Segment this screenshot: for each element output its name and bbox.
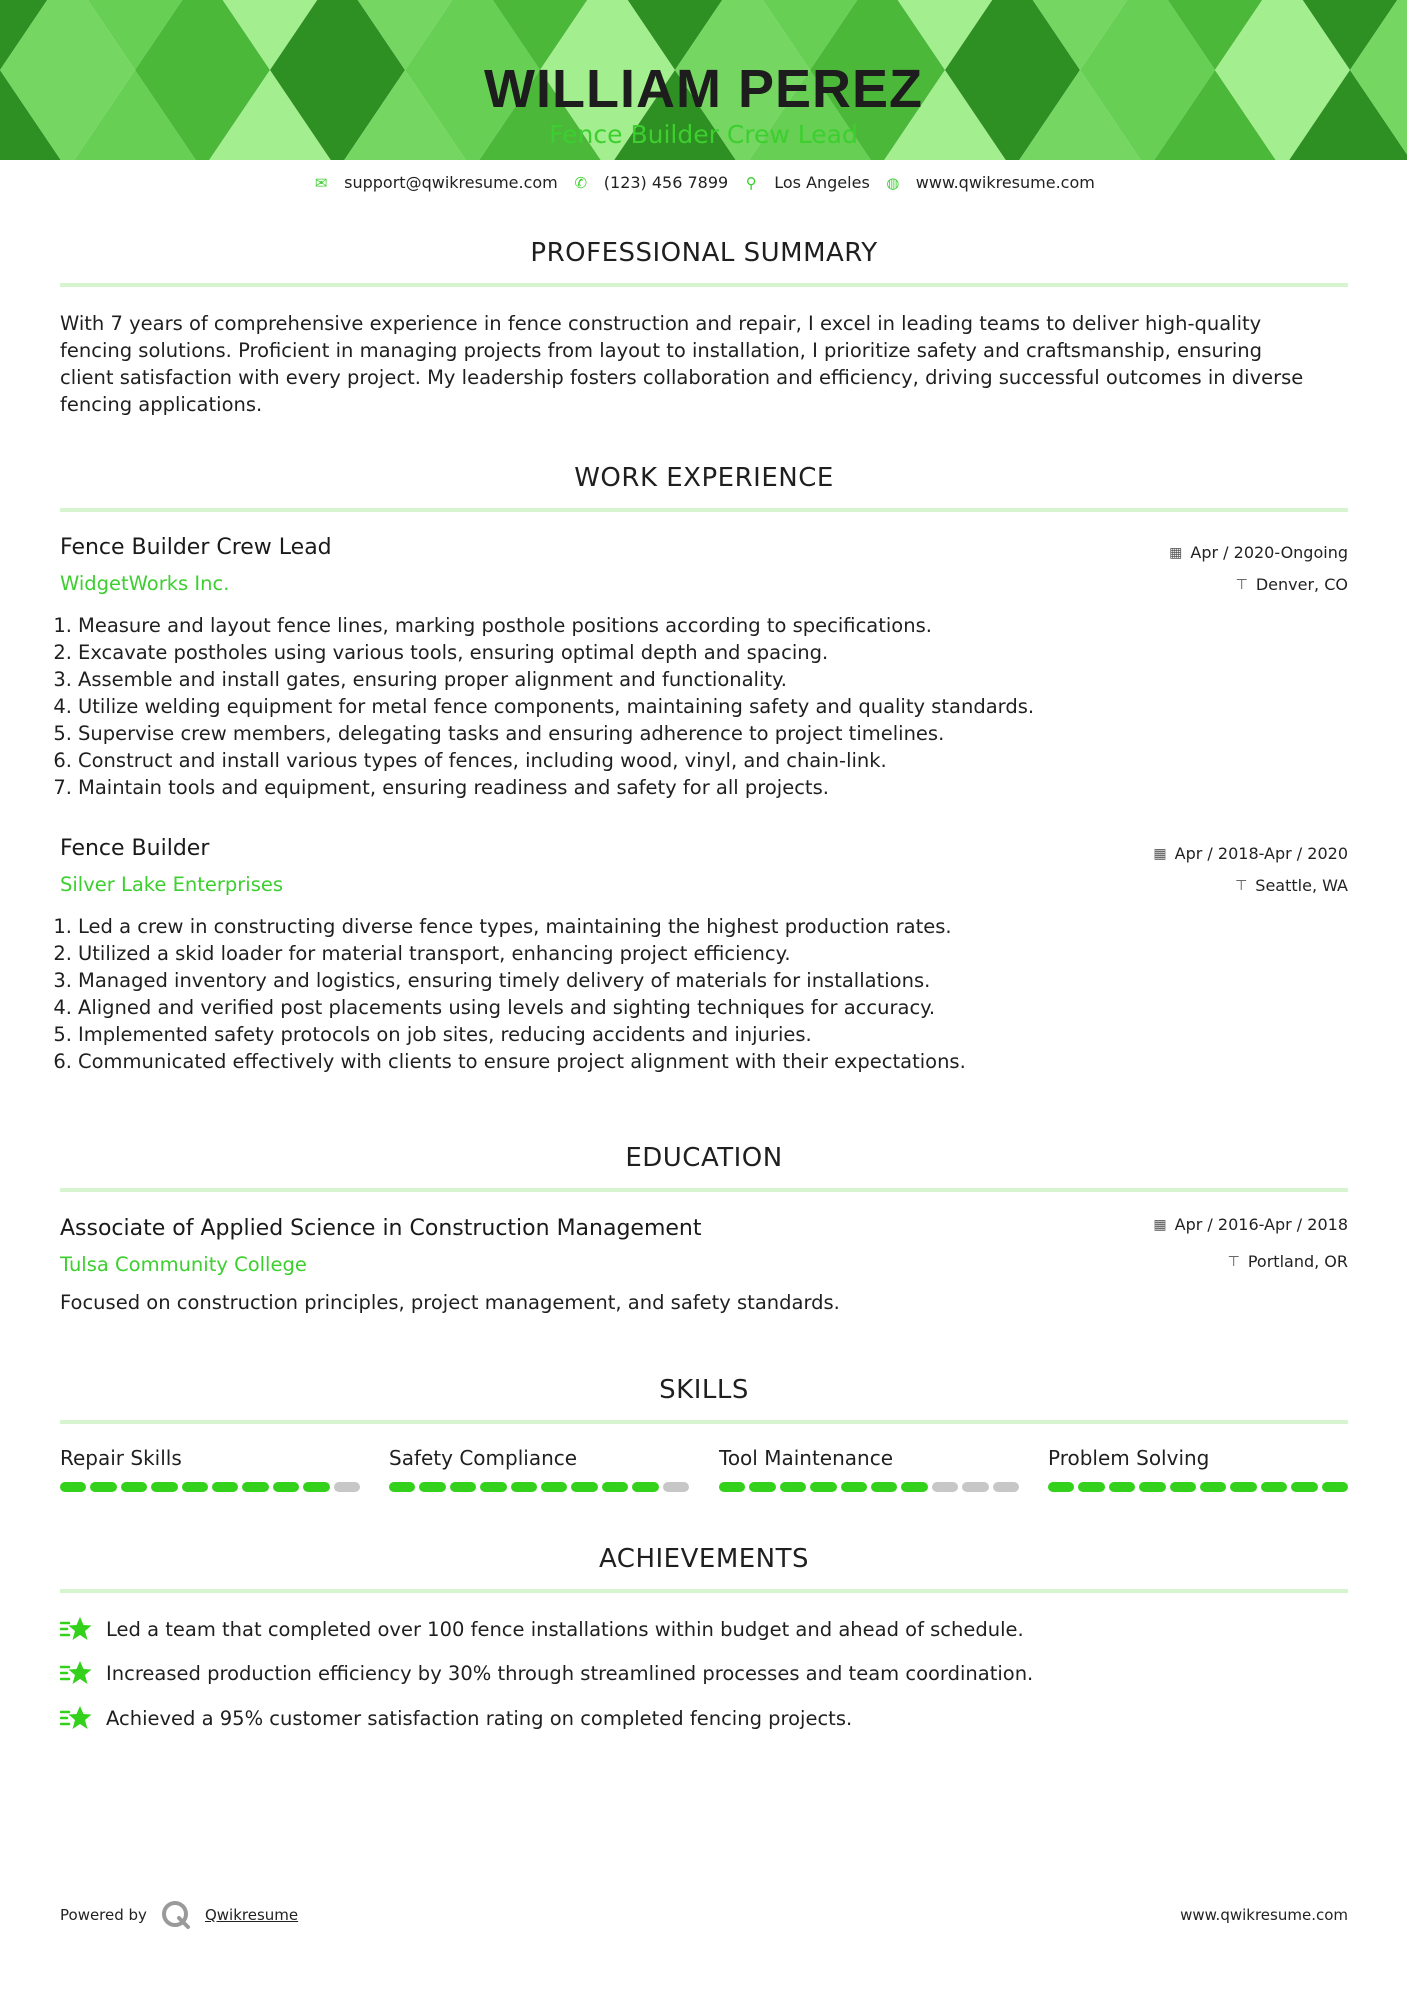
email-text: support@qwikresume.com	[344, 173, 558, 192]
skill-rating-segment	[602, 1482, 628, 1492]
skill-rating-segment	[480, 1482, 506, 1492]
school-name: Tulsa Community College	[60, 1253, 307, 1276]
contact-website[interactable]	[884, 173, 1095, 192]
list-item: 3. Managed inventory and logistics, ensuring timely delivery of materials for installations.	[53, 969, 931, 992]
skill-name: Repair Skills	[60, 1446, 182, 1470]
achievement-text: Achieved a 95% customer satisfaction rating on completed fencing projects.	[106, 1706, 853, 1730]
footer-branding	[60, 1900, 298, 1930]
skill-rating-segment	[719, 1482, 745, 1492]
education-heading: EDUCATION	[625, 1143, 783, 1173]
achievements-heading: ACHIEVEMENTS	[598, 1544, 810, 1574]
skill-rating-segment	[90, 1482, 116, 1492]
header-banner	[0, 0, 1407, 200]
job-location-text: Seattle, WA	[1255, 876, 1348, 895]
star-icon	[60, 1615, 92, 1643]
skill-rating-segment	[1078, 1482, 1104, 1492]
achievements-divider	[60, 1589, 1348, 1593]
skill-rating-segment	[1048, 1482, 1074, 1492]
star-icon	[60, 1659, 92, 1687]
skills-heading: SKILLS	[659, 1375, 749, 1405]
skill-rating-segment	[121, 1482, 147, 1492]
skill-rating-segment	[541, 1482, 567, 1492]
job-location	[1235, 876, 1348, 895]
skill-rating-segment	[511, 1482, 537, 1492]
job-dates-text: Apr / 2018-Apr / 2020	[1174, 844, 1348, 863]
skill-item	[1048, 1446, 1348, 1492]
job-dates	[1169, 543, 1348, 562]
skill-rating-segment	[571, 1482, 597, 1492]
skill-rating-segment	[962, 1482, 988, 1492]
skill-rating-segment	[1139, 1482, 1165, 1492]
contact-location	[742, 173, 870, 192]
contact-email[interactable]	[312, 173, 558, 192]
summary-line: With 7 years of comprehensive experience in fence construction and repair, I excel in leading teams to deliver high-quality	[60, 312, 1262, 335]
skill-rating-segment	[632, 1482, 658, 1492]
calendar-icon: ▦	[1153, 1216, 1167, 1233]
pushpin-icon: ⊤	[1227, 1253, 1240, 1270]
skill-rating-segment	[334, 1482, 360, 1492]
skill-rating-segment	[242, 1482, 268, 1492]
skill-item	[60, 1446, 360, 1492]
contact-phone[interactable]	[572, 173, 728, 192]
list-item: 4. Utilize welding equipment for metal fence components, maintaining safety and quality standards.	[53, 695, 1035, 718]
achievement-item	[60, 1659, 1033, 1687]
education-dates-text: Apr / 2016-Apr / 2018	[1174, 1215, 1348, 1234]
website-text: www.qwikresume.com	[915, 173, 1095, 192]
skill-rating-segment	[993, 1482, 1019, 1492]
summary-heading: PROFESSIONAL SUMMARY	[530, 238, 878, 268]
skill-rating-segment	[1200, 1482, 1226, 1492]
skill-rating-segment	[1261, 1482, 1287, 1492]
achievement-text: Led a team that completed over 100 fence installations within budget and ahead of schedule.	[106, 1617, 1024, 1641]
pushpin-icon: ⊤	[1235, 576, 1248, 593]
skill-rating-segment	[151, 1482, 177, 1492]
list-item: 1. Led a crew in constructing diverse fence types, maintaining the highest production rates.	[53, 915, 952, 938]
skill-rating-segment	[1109, 1482, 1135, 1492]
footer-website[interactable]: www.qwikresume.com	[1180, 1906, 1348, 1924]
summary-line: client satisfaction with every project. My leadership fosters collaboration and efficiency, driving successful outcomes in diverse	[60, 366, 1304, 389]
skill-rating-segment	[303, 1482, 329, 1492]
list-item: 3. Assemble and install gates, ensuring proper alignment and functionality.	[53, 668, 787, 691]
skill-rating-segment	[212, 1482, 238, 1492]
degree-title: Associate of Applied Science in Construction Management	[60, 1216, 702, 1241]
job-title: Fence Builder	[60, 836, 210, 861]
skill-rating-bar	[1048, 1482, 1348, 1492]
job-title: Fence Builder Crew Lead	[60, 535, 332, 560]
skill-rating-segment	[1230, 1482, 1256, 1492]
skill-rating-segment	[450, 1482, 476, 1492]
summary-line: fencing applications.	[60, 393, 263, 416]
candidate-name: WILLIAM PEREZ	[484, 59, 923, 119]
skill-rating-segment	[810, 1482, 836, 1492]
list-item: 5. Supervise crew members, delegating tasks and ensuring adherence to project timelines.	[53, 722, 945, 745]
list-item: 6. Construct and install various types of fences, including wood, vinyl, and chain-link.	[53, 749, 887, 772]
education-location-text: Portland, OR	[1247, 1252, 1348, 1271]
candidate-title: Fence Builder Crew Lead	[549, 120, 858, 149]
list-item: 7. Maintain tools and equipment, ensuring readiness and safety for all projects.	[53, 776, 829, 799]
calendar-icon: ▦	[1169, 544, 1183, 561]
phone-icon: ✆	[574, 173, 588, 192]
experience-divider	[60, 508, 1348, 512]
skill-rating-segment	[419, 1482, 445, 1492]
powered-by-label: Powered by	[60, 1906, 147, 1924]
skill-rating-segment	[273, 1482, 299, 1492]
education-location	[1228, 1252, 1348, 1271]
skill-name: Problem Solving	[1048, 1446, 1210, 1470]
qwikresume-link[interactable]: Qwikresume	[204, 1906, 299, 1924]
education-divider	[60, 1188, 1348, 1192]
job-location	[1236, 575, 1348, 594]
summary-line: fencing solutions. Proficient in managing projects from layout to installation, I prioritize safety and craftsmanship, ensuring	[60, 339, 1263, 362]
skill-rating-segment	[749, 1482, 775, 1492]
phone-text: (123) 456 7899	[603, 173, 729, 192]
skill-rating-segment	[1322, 1482, 1348, 1492]
job-location-text: Denver, CO	[1255, 575, 1348, 594]
skill-rating-bar	[719, 1482, 1019, 1492]
globe-icon: ◍	[886, 173, 900, 192]
achievement-text: Increased production efficiency by 30% through streamlined processes and team coordination.	[106, 1661, 1034, 1685]
skill-rating-segment	[932, 1482, 958, 1492]
contact-bar	[0, 173, 1407, 192]
skills-divider	[60, 1420, 1348, 1424]
map-pin-icon: ⚲	[745, 173, 757, 192]
skill-rating-segment	[841, 1482, 867, 1492]
education-description: Focused on construction principles, project management, and safety standards.	[60, 1291, 840, 1314]
list-item: 4. Aligned and verified post placements using levels and sighting techniques for accuracy.	[53, 996, 936, 1019]
job-bullets	[52, 612, 1342, 801]
list-item: 1. Measure and layout fence lines, marking posthole positions according to specifications.	[53, 614, 932, 637]
qwikresume-logo-icon	[161, 1900, 191, 1930]
job-company: Silver Lake Enterprises	[60, 873, 284, 896]
skill-rating-segment	[901, 1482, 927, 1492]
skill-rating-segment	[871, 1482, 897, 1492]
list-item: 2. Excavate postholes using various tools, ensuring optimal depth and spacing.	[53, 641, 829, 664]
job-company: WidgetWorks Inc.	[60, 572, 230, 595]
summary-text	[60, 310, 1348, 418]
pushpin-icon: ⊤	[1235, 877, 1248, 894]
envelope-icon: ✉	[314, 173, 328, 192]
skill-item	[389, 1446, 689, 1492]
summary-divider	[60, 283, 1348, 287]
skill-name: Safety Compliance	[389, 1446, 578, 1470]
skill-rating-segment	[389, 1482, 415, 1492]
skill-rating-bar	[60, 1482, 360, 1492]
skill-rating-bar	[389, 1482, 689, 1492]
skill-rating-segment	[60, 1482, 86, 1492]
job-dates	[1153, 844, 1348, 863]
achievement-item	[60, 1704, 852, 1732]
star-icon	[60, 1704, 92, 1732]
job-dates-text: Apr / 2020-Ongoing	[1190, 543, 1348, 562]
skill-name: Tool Maintenance	[719, 1446, 894, 1470]
location-text: Los Angeles	[774, 173, 870, 192]
calendar-icon: ▦	[1153, 845, 1167, 862]
list-item: 6. Communicated effectively with clients to ensure project alignment with their expectations.	[53, 1050, 966, 1073]
skill-rating-segment	[1170, 1482, 1196, 1492]
skill-rating-segment	[663, 1482, 689, 1492]
education-dates	[1153, 1215, 1348, 1234]
skill-item	[719, 1446, 1019, 1492]
experience-heading: WORK EXPERIENCE	[574, 463, 834, 493]
skill-rating-segment	[182, 1482, 208, 1492]
list-item: 2. Utilized a skid loader for material transport, enhancing project efficiency.	[53, 942, 791, 965]
skill-rating-segment	[780, 1482, 806, 1492]
achievement-item	[60, 1615, 1024, 1643]
list-item: 5. Implemented safety protocols on job sites, reducing accidents and injuries.	[53, 1023, 812, 1046]
skill-rating-segment	[1291, 1482, 1317, 1492]
job-bullets	[52, 913, 1342, 1075]
